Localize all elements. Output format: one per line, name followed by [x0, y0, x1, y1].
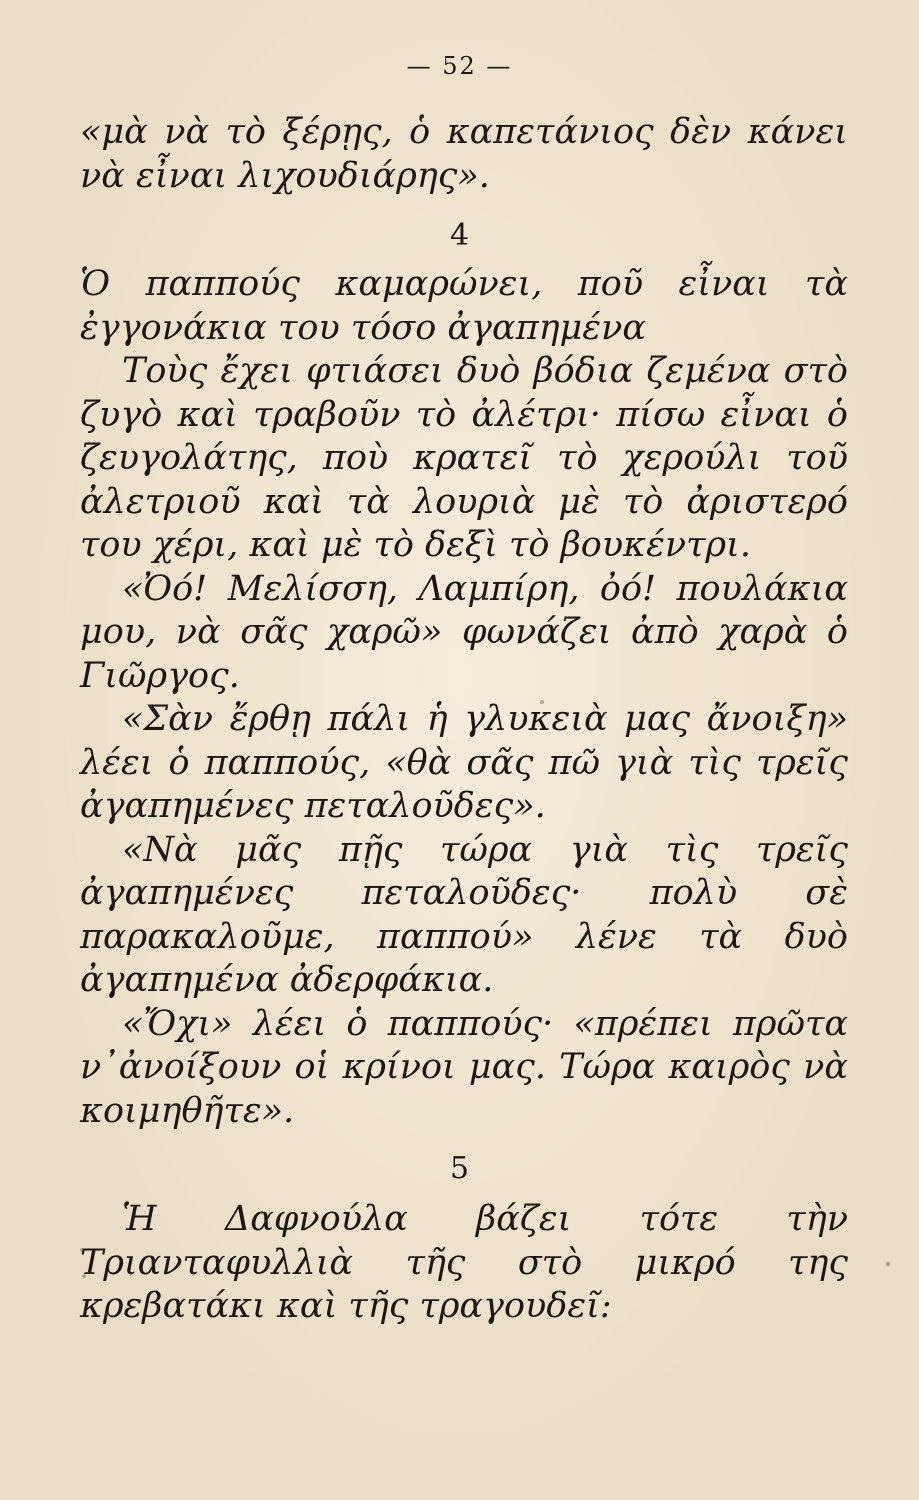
- section-number-5: 5: [449, 1151, 470, 1186]
- paragraph: Ὁ παππούς καμαρώνει, ποῦ εἶναι τὰ ἐγγονάκια του τόσο ἀγαπημένα: [80, 264, 848, 348]
- paragraph: Τοὺς ἔχει φτιάσει δυὸ βόδια ζεμένα στὸ ζυγὸ καὶ τραβοῦν τὸ ἀλέτρι· πίσω εἶναι ὁ ζευγολάτης, ποὺ κρατεῖ τὸ χερούλι τοῦ ἀλετριοῦ καὶ τὰ λουριὰ μὲ τὸ ἀριστερό του χέρι, καὶ μὲ τὸ δεξὶ τὸ βουκέντρι.: [80, 351, 848, 565]
- paragraph: «Ὀό! Μελίσση, Λαμπίρη, ὀό! πουλάκια μου, νὰ σᾶς χαρῶ» φωνάζει ἀπὸ χαρὰ ὁ Γιῶργος.: [80, 568, 848, 696]
- page-number: — 52 —: [406, 52, 513, 80]
- paper-speck: [886, 1262, 890, 1266]
- text-block-intro: [80, 111, 848, 198]
- paragraph: «Νὰ μᾶς πῇς τώρα γιὰ τὶς τρεῖς ἀγαπημένες πεταλοῦδες· πολὺ σὲ παρακαλοῦμε, παππού» λένε τὰ δυὸ ἀγαπημένα ἀδερφάκια.: [80, 829, 848, 1000]
- paragraph: «Σὰν ἔρθῃ πάλι ἡ γλυκειὰ μας ἄνοιξη» λέει ὁ παππούς, «θὰ σᾶς πῶ γιὰ τὶς τρεῖς ἀγαπημένες πεταλοῦδες».: [80, 699, 848, 826]
- paragraph: «Ὄχι» λέει ὁ παππούς· «πρέπει πρῶτα ν᾽ἀνοίξουν οἱ κρίνοι μας. Τώρα καιρὸς νὰ κοιμηθῆτε».: [80, 1003, 848, 1131]
- text-block-section-4: [80, 263, 848, 1133]
- paper-speck: [82, 1274, 86, 1278]
- paragraph: «μὰ νὰ τὸ ξέρῃς, ὁ καπετάνιος δὲν κάνει νὰ εἶναι λιχουδιάρης».: [80, 112, 848, 196]
- paragraph: Ἡ Δαφνούλα βάζει τότε τὴν Τριανταφυλλιὰ τῆς στὸ μικρό της κρεβατάκι καὶ τῆς τραγουδεῖ:: [80, 1199, 848, 1326]
- paper-speck: [540, 700, 544, 704]
- section-number-4: 4: [449, 218, 470, 253]
- text-block-section-5: [80, 1198, 848, 1329]
- paper-speck: [80, 1248, 84, 1252]
